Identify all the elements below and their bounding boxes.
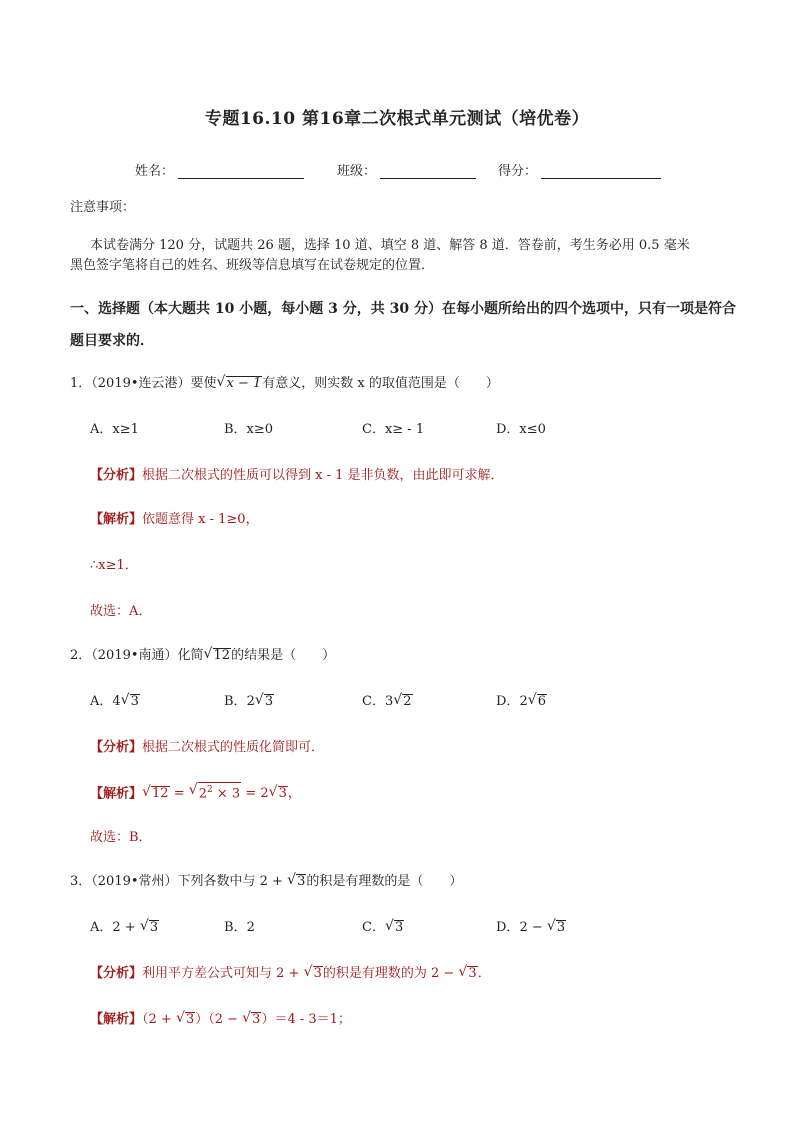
q2-option-b[interactable]	[224, 692, 274, 712]
q2-option-d-radicand: 6	[537, 694, 546, 709]
q3-solution	[90, 1010, 351, 1030]
name-blank[interactable]	[178, 164, 304, 179]
q2-sol-rest: × 3	[212, 786, 241, 802]
q3-analysis-end: ．	[477, 966, 491, 981]
q2-option-a[interactable]	[90, 692, 140, 712]
q2-option-c-radical	[393, 692, 412, 712]
q3-sol-radical-1	[176, 1010, 195, 1030]
q3-sol-c: ）＝4 - 3＝1；	[261, 1012, 351, 1027]
q2-sol-exp: 2	[207, 785, 213, 795]
q3-option-b[interactable]	[224, 918, 255, 938]
q2-option-b-radical	[255, 692, 274, 712]
q1-analysis-tag: 【分析】	[90, 468, 143, 483]
q1-option-d[interactable]: D．x≤0	[496, 422, 546, 437]
q3-sol-b: ）（2 −	[195, 1012, 243, 1027]
q2-sol-radical-3	[269, 784, 288, 804]
q1-solution-tag: 【解析】	[90, 512, 143, 527]
q2-option-c-coef: 3	[384, 694, 394, 709]
q3-option-d-label: D．	[496, 920, 520, 935]
q2-sol-eq-2: = 2	[241, 786, 269, 802]
q3-option-b-pre: 2	[246, 920, 255, 935]
q3-option-d-radical	[547, 918, 566, 938]
section1-heading-line-2: 题目要求的．	[70, 333, 154, 349]
q1-option-c[interactable]: C．x≥ - 1	[362, 422, 425, 437]
score-blank[interactable]	[541, 164, 661, 179]
q2-sol-end: ，	[287, 786, 301, 802]
q2-sol-radical-2	[189, 782, 241, 804]
q2-sol-eq-1: =	[169, 786, 189, 802]
q2-radical	[204, 646, 232, 666]
q3-stem	[70, 872, 462, 892]
q2-option-b-radicand: 3	[264, 694, 274, 709]
q2-radicand: 12	[213, 648, 231, 663]
q2-sol-base: 2	[198, 786, 208, 802]
q3-option-a-radicand: 3	[149, 920, 159, 935]
q2-suffix: 的结果是（ ）	[231, 648, 336, 663]
q3-option-d-radicand: 3	[556, 920, 566, 935]
q2-option-a-radicand: 3	[130, 694, 139, 709]
q2-option-d-coef: 2	[519, 694, 528, 709]
q3-radicand: 3	[297, 874, 306, 889]
q2-analysis	[90, 738, 324, 758]
q3-option-a[interactable]	[90, 918, 159, 938]
q3-option-a-radical	[140, 918, 159, 938]
q2-option-d-label: D．	[496, 694, 520, 709]
q3-sol-radical-2	[242, 1010, 261, 1030]
q3-analysis-text	[142, 966, 491, 981]
q3-option-a-pre: 2 +	[112, 920, 140, 935]
class-blank[interactable]	[380, 164, 476, 179]
name-label: 姓名：	[135, 164, 175, 179]
q1-radicand: x − 1	[226, 376, 262, 391]
q2-solution-math	[142, 786, 301, 801]
q3-option-a-label: A．	[90, 920, 113, 935]
q1-stem	[70, 374, 499, 394]
q2-choice: 故选：B．	[90, 830, 152, 845]
notice-line-2: 黑色签字笔将自己的姓名、班级等信息填写在试卷规定的位置．	[70, 258, 435, 273]
q3-analysis-radical-2	[458, 964, 477, 984]
q3-analysis-pre: 利用平方差公式可知与 2 +	[142, 966, 304, 981]
notice-line-1: 本试卷满分 120 分，试题共 26 题，选择 10 道、填空 8 道、解答 8 道．答卷前，考生务必用 0.5 毫米	[90, 238, 690, 253]
q3-option-c-radicand: 3	[394, 920, 404, 935]
q3-analysis-mid: 的积是有理数的为 2 −	[322, 966, 459, 981]
q1-option-b[interactable]: B．x≥0	[224, 422, 274, 437]
q3-option-d[interactable]	[496, 918, 566, 938]
q1-option-a[interactable]: A．x≥1	[90, 422, 139, 437]
q2-analysis-text: 根据二次根式的性质化简即可．	[142, 740, 325, 755]
q2-solution-tag: 【解析】	[90, 786, 143, 802]
q2-analysis-tag: 【分析】	[90, 740, 143, 755]
class-label: 班级：	[337, 164, 377, 179]
score-field	[498, 160, 661, 179]
notice-heading: 注意事项：	[70, 200, 136, 215]
q3-analysis-tag: 【分析】	[90, 966, 143, 981]
q3-option-c-radical	[385, 918, 404, 938]
q3-sol-radicand-2: 3	[252, 1012, 261, 1027]
q2-sol-radicand-2	[198, 782, 241, 801]
q3-prefix: 3．（2019•常州）下列各数中与 2 +	[70, 874, 288, 889]
q1-solution-text: 依题意得 x - 1≥0，	[142, 512, 259, 527]
q1-suffix: 有意义，则实数 x 的取值范围是（ ）	[262, 376, 499, 391]
score-label: 得分：	[498, 164, 538, 179]
q1-analysis-text: 根据二次根式的性质可以得到 x - 1 是非负数，由此即可求解．	[142, 468, 504, 483]
q1-therefore: ∴x≥1．	[90, 558, 138, 573]
q2-stem	[70, 646, 335, 666]
q2-sol-radicand-3: 3	[278, 786, 287, 802]
q2-option-c-radicand: 2	[403, 694, 412, 709]
q2-option-c-label: C．	[362, 694, 385, 709]
q2-option-b-label: B．	[224, 694, 247, 709]
q2-option-a-coef: 4	[112, 694, 121, 709]
q2-sol-radicand-1: 12	[152, 786, 169, 802]
page-title: 专题16.10 第16章二次根式单元测试（培优卷）	[204, 109, 590, 129]
q2-option-b-coef: 2	[246, 694, 255, 709]
q2-prefix: 2．（2019•南通）化简	[70, 648, 204, 663]
q2-option-a-label: A．	[90, 694, 113, 709]
section1-heading-line-1: 一、选择题（本大题共 10 小题，每小题 3 分，共 30 分）在每小题所给出的四个选项中，只有一项是符合	[70, 301, 736, 317]
q3-option-c-label: C．	[362, 920, 385, 935]
q1-radical	[217, 374, 263, 394]
q2-option-d-radical	[528, 692, 547, 712]
q2-solution	[90, 782, 301, 804]
q3-solution-math	[142, 1012, 351, 1027]
q1-choice: 故选：A．	[90, 604, 152, 619]
q3-analysis-radicand-2: 3	[468, 966, 477, 981]
q2-option-d[interactable]	[496, 692, 547, 712]
q3-radical	[287, 872, 306, 892]
q2-sol-radical-1	[142, 784, 170, 804]
q1-prefix: 1．（2019•连云港）要使	[70, 376, 217, 391]
q3-analysis	[90, 964, 491, 984]
class-field	[337, 160, 476, 179]
q3-option-d-pre: 2 −	[519, 920, 547, 935]
q3-analysis-radical-1	[304, 964, 323, 984]
q3-sol-a: （2 +	[142, 1012, 176, 1027]
q2-option-c[interactable]	[362, 692, 413, 712]
name-field	[135, 160, 304, 179]
q3-option-c[interactable]	[362, 918, 404, 938]
q1-analysis	[90, 466, 504, 486]
q1-solution	[90, 510, 259, 530]
q3-suffix: 的积是有理数的是（ ）	[306, 874, 463, 889]
q3-analysis-radicand-1: 3	[313, 966, 322, 981]
q2-option-a-radical	[121, 692, 140, 712]
q3-solution-tag: 【解析】	[90, 1012, 143, 1027]
q3-sol-radicand-1: 3	[185, 1012, 195, 1027]
q3-option-b-label: B．	[224, 920, 247, 935]
